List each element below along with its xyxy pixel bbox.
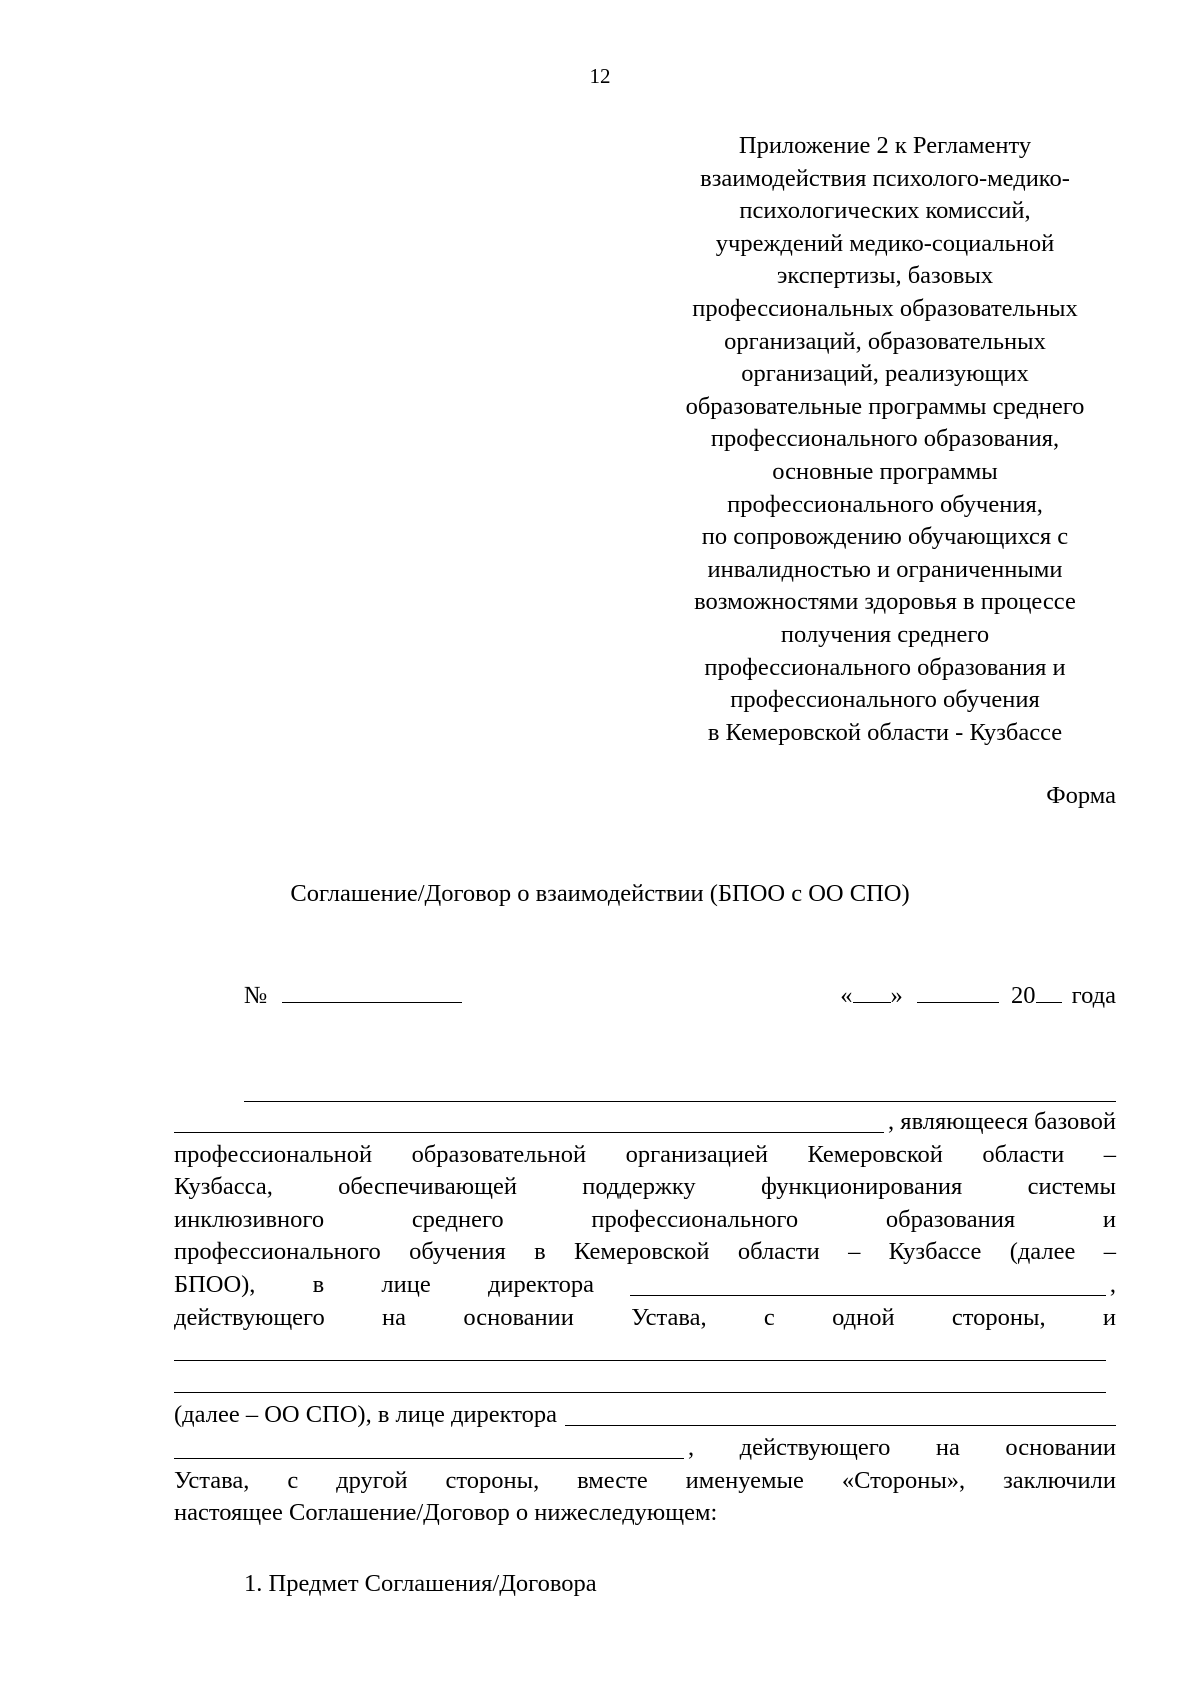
body-word: на	[382, 1303, 407, 1331]
body-word: БПОО),	[174, 1270, 256, 1298]
number-label: №	[244, 982, 268, 1009]
body-word: –	[1103, 1140, 1116, 1168]
body-word: с	[287, 1466, 299, 1494]
body-word: области	[737, 1238, 820, 1266]
body-word: профессионального	[591, 1205, 799, 1233]
bpoo-name-line-2[interactable]	[174, 1108, 884, 1133]
body-line-6-tail: ,	[1109, 1270, 1116, 1298]
appendix-line: профессиональных образовательных	[692, 294, 1078, 322]
appendix-line: психологических комиссий,	[739, 197, 1031, 225]
appendix-line: экспертизы, базовых	[776, 262, 994, 290]
body-word: профессиональной	[174, 1140, 373, 1168]
appendix-line: взаимодействия психолого-медико-	[700, 164, 1070, 192]
appendix-line: в Кемеровской области - Кузбассе	[707, 718, 1063, 746]
page-number: 12	[589, 64, 611, 88]
body-word: поддержку	[582, 1173, 696, 1201]
body-line-3	[174, 1171, 1116, 1204]
body-word: основании	[463, 1303, 574, 1331]
year-blank[interactable]	[1036, 976, 1062, 1003]
body-word: среднего	[411, 1205, 504, 1233]
number-date-row	[244, 976, 1116, 1010]
oo-spo-director-blank-2[interactable]	[174, 1434, 684, 1459]
body-word: функционирования	[760, 1173, 963, 1201]
body-word: и	[1102, 1205, 1116, 1233]
body-word: на	[935, 1433, 960, 1461]
body-word: стороны,	[445, 1466, 540, 1494]
form-label: Форма	[1046, 782, 1116, 809]
body-word: ,	[688, 1433, 695, 1461]
body-word: организацией	[625, 1140, 768, 1168]
agreement-date	[840, 976, 1116, 1012]
body-word: вместе	[577, 1466, 648, 1494]
appendix-line: по сопровождению обучающихся с	[701, 523, 1069, 551]
body-word: образования	[885, 1205, 1016, 1233]
number-blank[interactable]	[282, 976, 462, 1003]
body-word: именуемые	[685, 1466, 804, 1494]
appendix-line: организаций, реализующих	[741, 360, 1029, 388]
body-line-12	[174, 1465, 1116, 1498]
appendix-line: учреждений медико-социальной	[715, 229, 1055, 257]
body-word: другой	[336, 1466, 408, 1494]
body-word: Кузбассе	[888, 1238, 982, 1266]
body-word: основании	[1005, 1433, 1116, 1461]
body-word: (далее	[1009, 1238, 1076, 1266]
body-word: в	[534, 1238, 546, 1266]
appendix-line: профессионального образования,	[710, 425, 1060, 453]
appendix-line: возможностями здоровья в процессе	[694, 588, 1076, 616]
body-word: и	[1102, 1303, 1116, 1331]
body-line-7	[174, 1302, 1116, 1335]
appendix-line: организаций, образовательных	[724, 327, 1046, 355]
bpoo-director-blank[interactable]	[630, 1271, 1106, 1296]
body-word: в	[312, 1270, 325, 1298]
agreement-preamble	[174, 1080, 1116, 1530]
body-line-11	[174, 1432, 1116, 1465]
appendix-line: образовательные программы среднего	[685, 392, 1085, 420]
body-line-10-head: (далее – ОО СПО), в лице директора	[174, 1401, 558, 1429]
body-line-6	[174, 1269, 1116, 1302]
appendix-line: профессионального обучения,	[727, 490, 1043, 518]
body-word: с	[763, 1303, 775, 1331]
oo-spo-name-line-1[interactable]	[174, 1334, 1116, 1367]
day-blank[interactable]	[853, 976, 891, 1003]
body-word: Устава,	[174, 1466, 250, 1494]
body-word: действующего	[739, 1433, 891, 1461]
body-word: Кемеровской	[574, 1238, 710, 1266]
document-title: Соглашение/Договор о взаимодействии (БПОО с ОО СПО)	[290, 880, 910, 907]
body-word: директора	[487, 1270, 594, 1298]
body-word: Кемеровской	[807, 1140, 943, 1168]
appendix-line: основные программы	[772, 457, 998, 485]
body-word: области	[982, 1140, 1065, 1168]
date-open-quote: «	[840, 982, 853, 1009]
date-close-quote: »	[890, 982, 903, 1009]
oo-spo-director-blank-1[interactable]	[565, 1401, 1116, 1426]
body-line-4	[174, 1204, 1116, 1237]
body-word: обучения	[409, 1238, 506, 1266]
appendix-line: инвалидностью и ограниченными	[707, 555, 1063, 583]
body-word: лице	[381, 1270, 431, 1298]
body-word: обеспечивающей	[338, 1173, 517, 1201]
year-prefix: 20	[1011, 982, 1036, 1009]
body-line-5	[174, 1236, 1116, 1269]
appendix-line: Приложение 2 к Регламенту	[738, 132, 1032, 159]
body-word: Кузбасса,	[174, 1173, 273, 1201]
month-blank[interactable]	[917, 976, 999, 1003]
body-line-13: настоящее Соглашение/Договор о нижеследующем:	[174, 1499, 718, 1527]
body-line-1-tail: , являющееся базовой	[888, 1108, 1116, 1135]
bpoo-name-line-1[interactable]	[174, 1080, 1116, 1106]
appendix-line: получения среднего	[780, 620, 990, 648]
body-word: –	[848, 1238, 861, 1266]
appendix-line: профессионального обучения	[730, 686, 1040, 714]
body-word: одной	[832, 1303, 895, 1331]
year-word: года	[1071, 982, 1116, 1009]
body-word: профессионального	[174, 1238, 381, 1266]
appendix-header	[625, 130, 1145, 749]
body-word: Устава,	[631, 1303, 707, 1331]
body-word: заключили	[1003, 1466, 1116, 1494]
body-word: –	[1103, 1238, 1116, 1266]
body-line-1	[174, 1106, 1116, 1139]
body-word: инклюзивного	[174, 1205, 325, 1233]
body-word: образовательной	[411, 1140, 587, 1168]
body-word: действующего	[174, 1303, 325, 1331]
body-line-10	[174, 1399, 1116, 1432]
section-heading: 1. Предмет Соглашения/Договора	[244, 1570, 597, 1597]
agreement-number	[244, 976, 462, 1012]
body-word: системы	[1027, 1173, 1116, 1201]
body-line-2	[174, 1139, 1116, 1172]
body-word: стороны,	[951, 1303, 1046, 1331]
appendix-line: профессионального образования и	[704, 653, 1066, 681]
oo-spo-name-line-2[interactable]	[174, 1367, 1116, 1400]
body-word: «Стороны»,	[841, 1466, 966, 1494]
